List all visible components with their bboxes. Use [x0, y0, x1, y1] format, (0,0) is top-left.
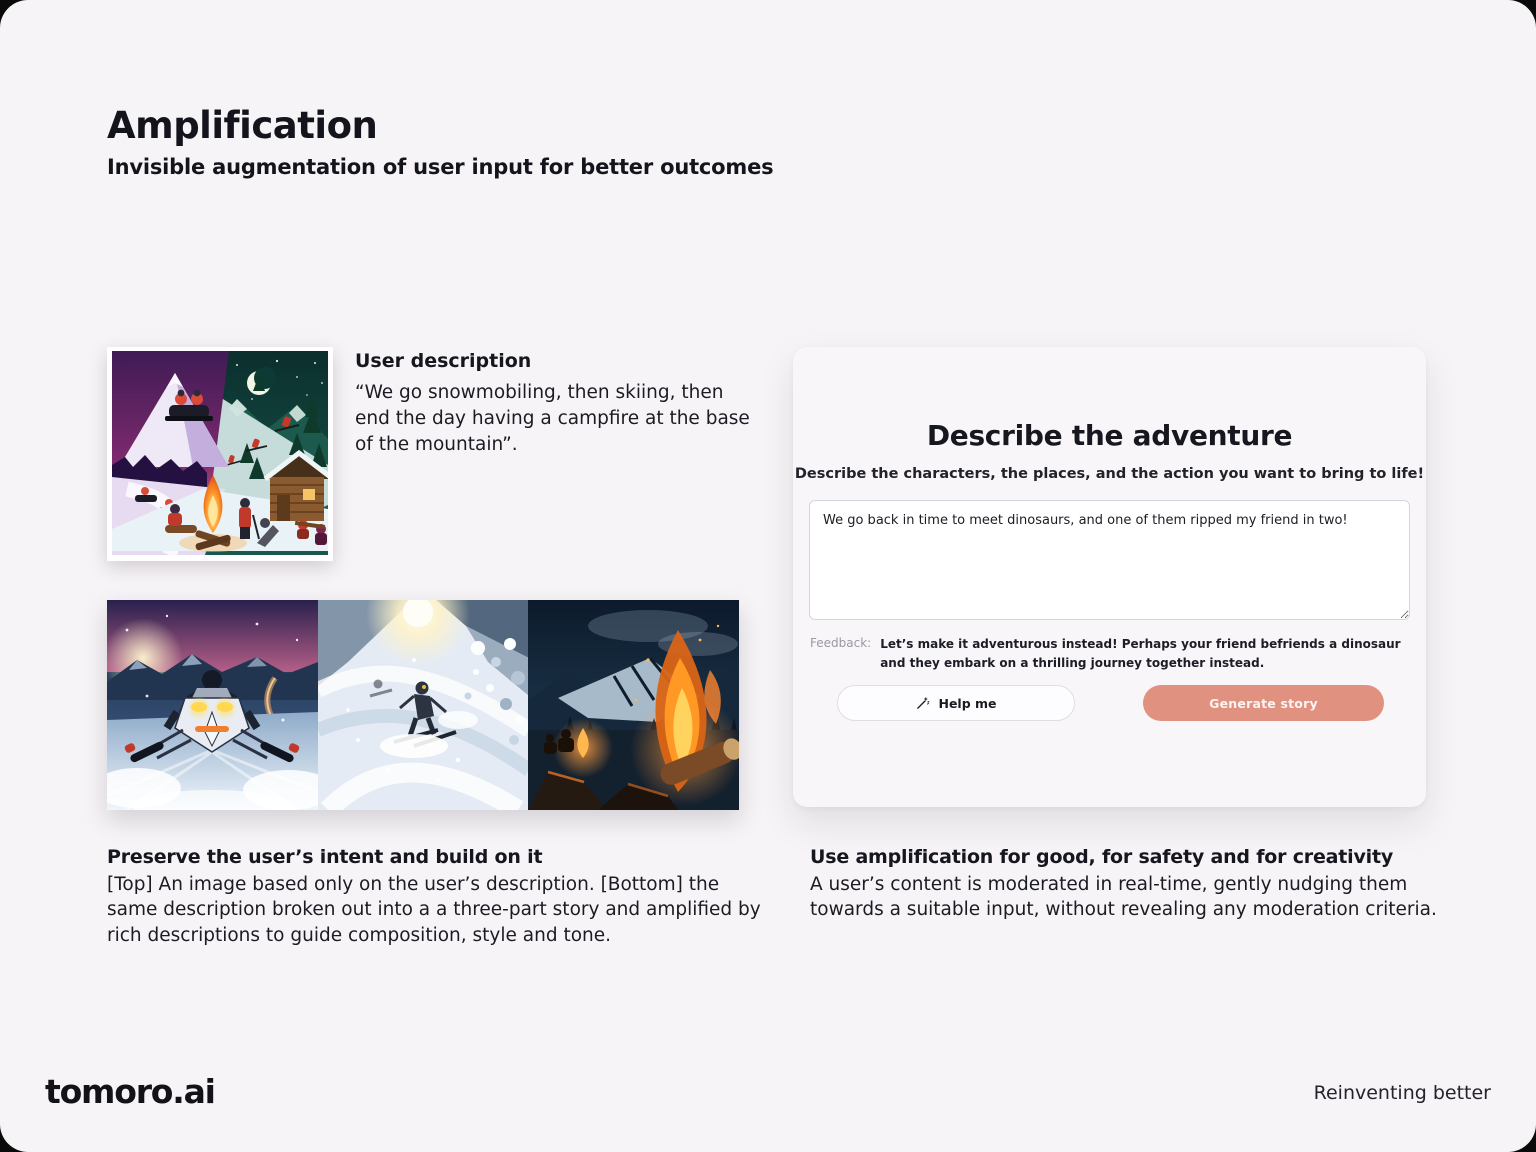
skier-photo — [318, 600, 529, 810]
right-caption — [810, 846, 1450, 923]
story-photo-strip — [107, 600, 739, 810]
right-caption-title: Use amplification for good, for safety and for creativity — [810, 846, 1394, 868]
card-subtitle: Describe the characters, the places, and the action you want to bring to life! — [794, 466, 1425, 482]
feedback-row — [810, 635, 1410, 672]
user-description-label: User description — [355, 350, 532, 372]
describe-adventure-card — [793, 347, 1426, 807]
user-description-illustration — [107, 347, 333, 561]
snowmobile-photo — [107, 600, 318, 810]
page-subtitle: Invisible augmentation of user input for better outcomes — [107, 155, 774, 179]
left-caption-body: [Top] An image based only on the user’s description. [Bottom] the same description broken out into a a three-part story and amplified by rich descriptions to guide composition, style and tone. — [107, 874, 761, 946]
snow-adventure-collage-art — [107, 347, 333, 561]
right-caption-body: A user’s content is moderated in real-time, gently nudging them towards a suitable input, without revealing any moderation criteria. — [810, 874, 1437, 921]
page-title: Amplification — [107, 104, 378, 147]
card-title: Describe the adventure — [926, 419, 1293, 452]
help-me-button[interactable] — [837, 685, 1075, 721]
left-caption-title: Preserve the user’s intent and build on it — [107, 846, 543, 868]
campfire-photo — [528, 600, 739, 810]
left-caption — [107, 846, 762, 948]
generate-story-button[interactable] — [1143, 685, 1384, 721]
help-me-label: Help me — [938, 695, 997, 711]
footer-tagline: Reinventing better — [1313, 1082, 1491, 1104]
user-description-block — [355, 350, 755, 458]
tomoro-logo: tomoro.ai — [45, 1072, 215, 1111]
user-description-quote: “We go snowmobiling, then skiing, then end the day having a campfire at the base of the mountain”. — [355, 382, 750, 455]
adventure-input[interactable] — [809, 500, 1410, 620]
generate-story-label: Generate story — [1209, 695, 1318, 711]
header — [107, 104, 773, 179]
feedback-text: Let’s make it adventurous instead! Perhaps your friend befriends a dinosaur and they embark on a thrilling journey together instead. — [880, 637, 1401, 670]
feedback-label: Feedback: — [810, 636, 872, 650]
wand-icon — [915, 696, 930, 711]
